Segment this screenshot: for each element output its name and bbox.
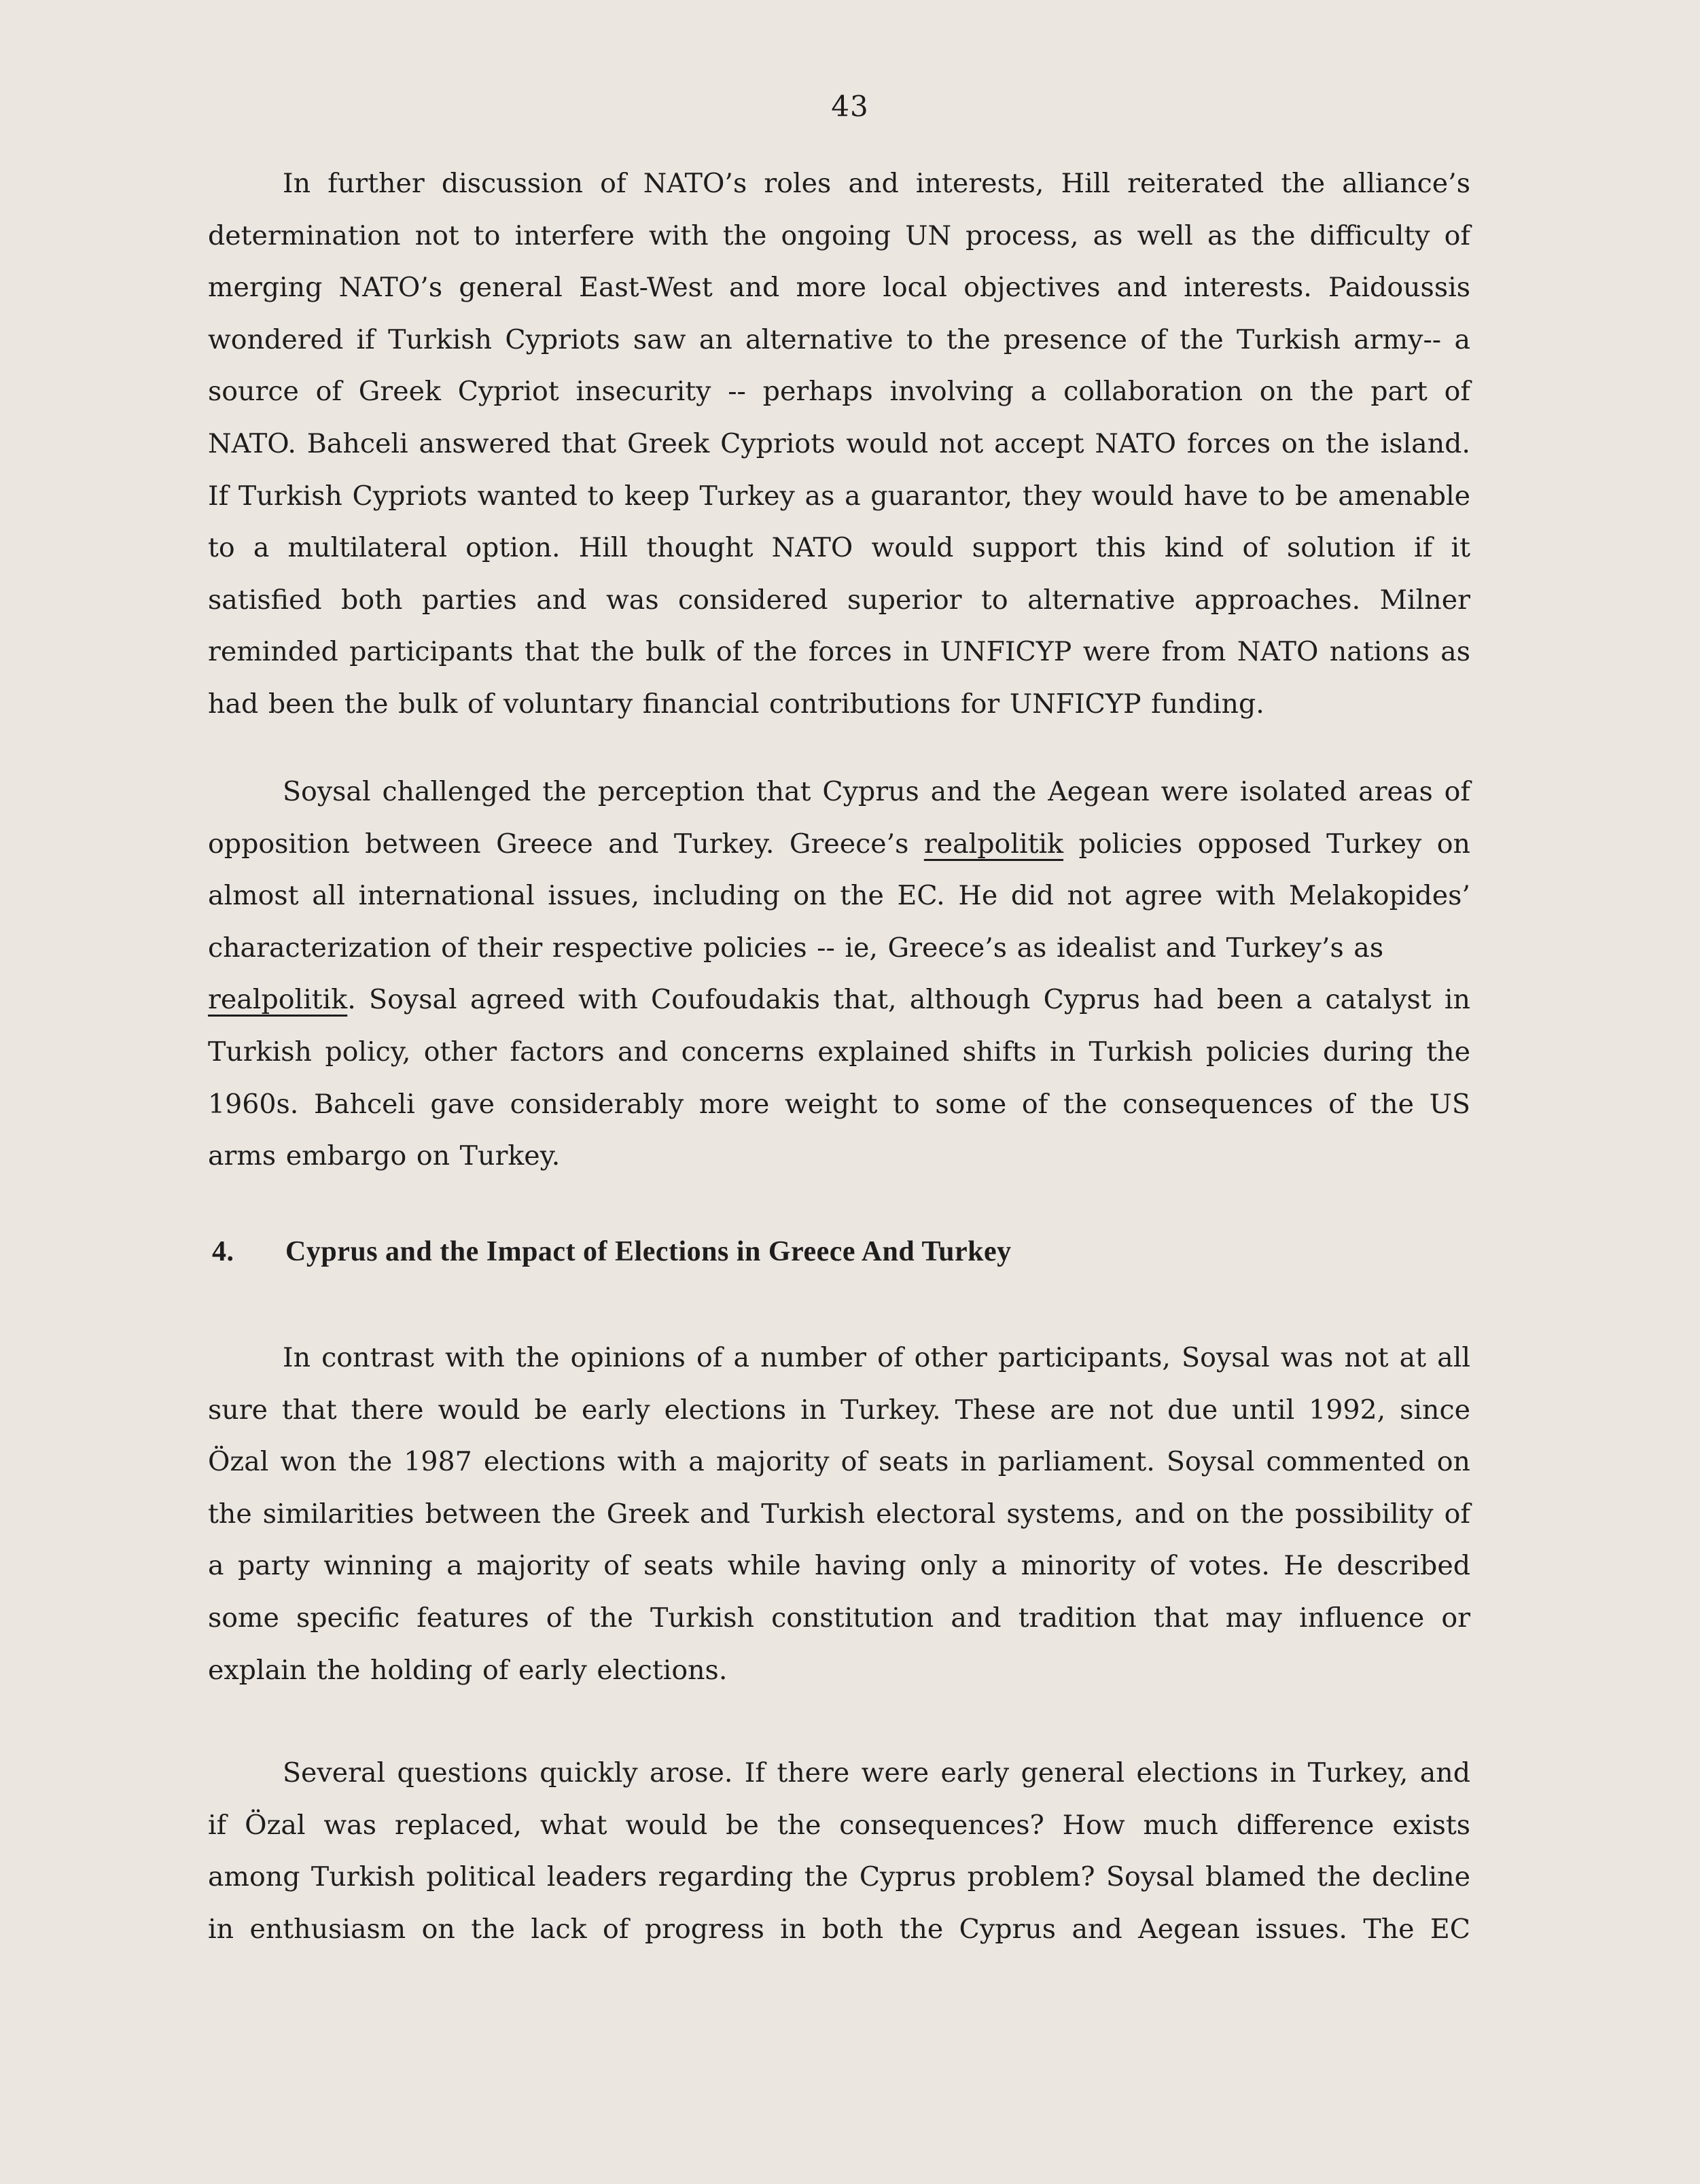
- paragraph-text: In contrast with the opinions of a number of other participants, Soysal was not at all sure that there would be early elections in Turkey. These are not due until 1992, since Özal won the 1987 elections with a majority of seats in parliament. Soysal commented on the similarities between the Greek and Turkish electoral systems, and on the possibility of a party winning a majority of seats while having only a minority of votes. He described some specific features of the Turkish constitution and tradition that may influence or explain the holding of early elections.: [208, 1342, 1470, 1686]
- paragraph-text: Several questions quickly arose. If there were early general elections in Turkey, and if Özal was replaced, what would be the consequences? How much difference exists among Turkish political leaders regarding the Cyprus problem? Soysal blamed the decline in enthusiasm on the lack of progress in both the Cyprus and Aegean issues. The EC: [208, 1757, 1470, 1945]
- page-number: 43: [831, 90, 869, 123]
- paragraph-several-questions: [208, 1747, 1470, 1955]
- section-number: 4.: [212, 1236, 234, 1267]
- underlined-term: realpolitik: [923, 828, 1064, 860]
- paragraph-text: Soysal challenged the perception that Cyprus and the Aegean were isolated areas of opposition between Greece and Turkey. Greece’s: [208, 776, 1470, 860]
- paragraph-text: In further discussion of NATO’s roles and interests, Hill reiterated the alliance’s determination not to interfere with the ongoing UN process, as well as the difficulty of merging NATO’s general East-West and more local objectives and interests. Paidoussis wondered if Turkish Cypriots saw an alternative to the presence of the Turkish army-- a source of Greek Cypriot insecurity -- perhaps involving a collaboration on the part of NATO. Bahceli answered that Greek Cypriots would not accept NATO forces on the island. If Turkish Cypriots wanted to keep Turkey as a guarantor, they would have to be amenable to a multilateral option. Hill thought NATO would support this kind of solution if it satisfied both parties and was considered superior to alternative approaches. Milner reminded participants that the bulk of the forces in UNFICYP were from NATO nations as had been the bulk of voluntary financial contributions for UNFICYP funding.: [208, 168, 1470, 720]
- underlined-term: realpolitik: [208, 984, 348, 1016]
- paragraph-text: policies opposed Turkey on almost all international issues, including on the EC. He did not agree with Melakopides’ characterization of their respective policies -- ie, Greece’s as idealist and Turkey’s as: [208, 828, 1470, 964]
- paragraph-soysal-perception: [208, 766, 1470, 1182]
- section-heading: [212, 1235, 1012, 1268]
- paragraph-text: . Soysal agreed with Coufoudakis that, although Cyprus had been a catalyst in Turkish policy, other factors and concerns explained shifts in Turkish policies during the 1960s. Bahceli gave considerably more weight to some of the consequences of the US arms embargo on Turkey.: [208, 984, 1470, 1172]
- paragraph-nato-roles: [208, 158, 1470, 730]
- paragraph-early-elections: [208, 1332, 1470, 1696]
- section-title: Cyprus and the Impact of Elections in Greece And Turkey: [285, 1236, 1012, 1267]
